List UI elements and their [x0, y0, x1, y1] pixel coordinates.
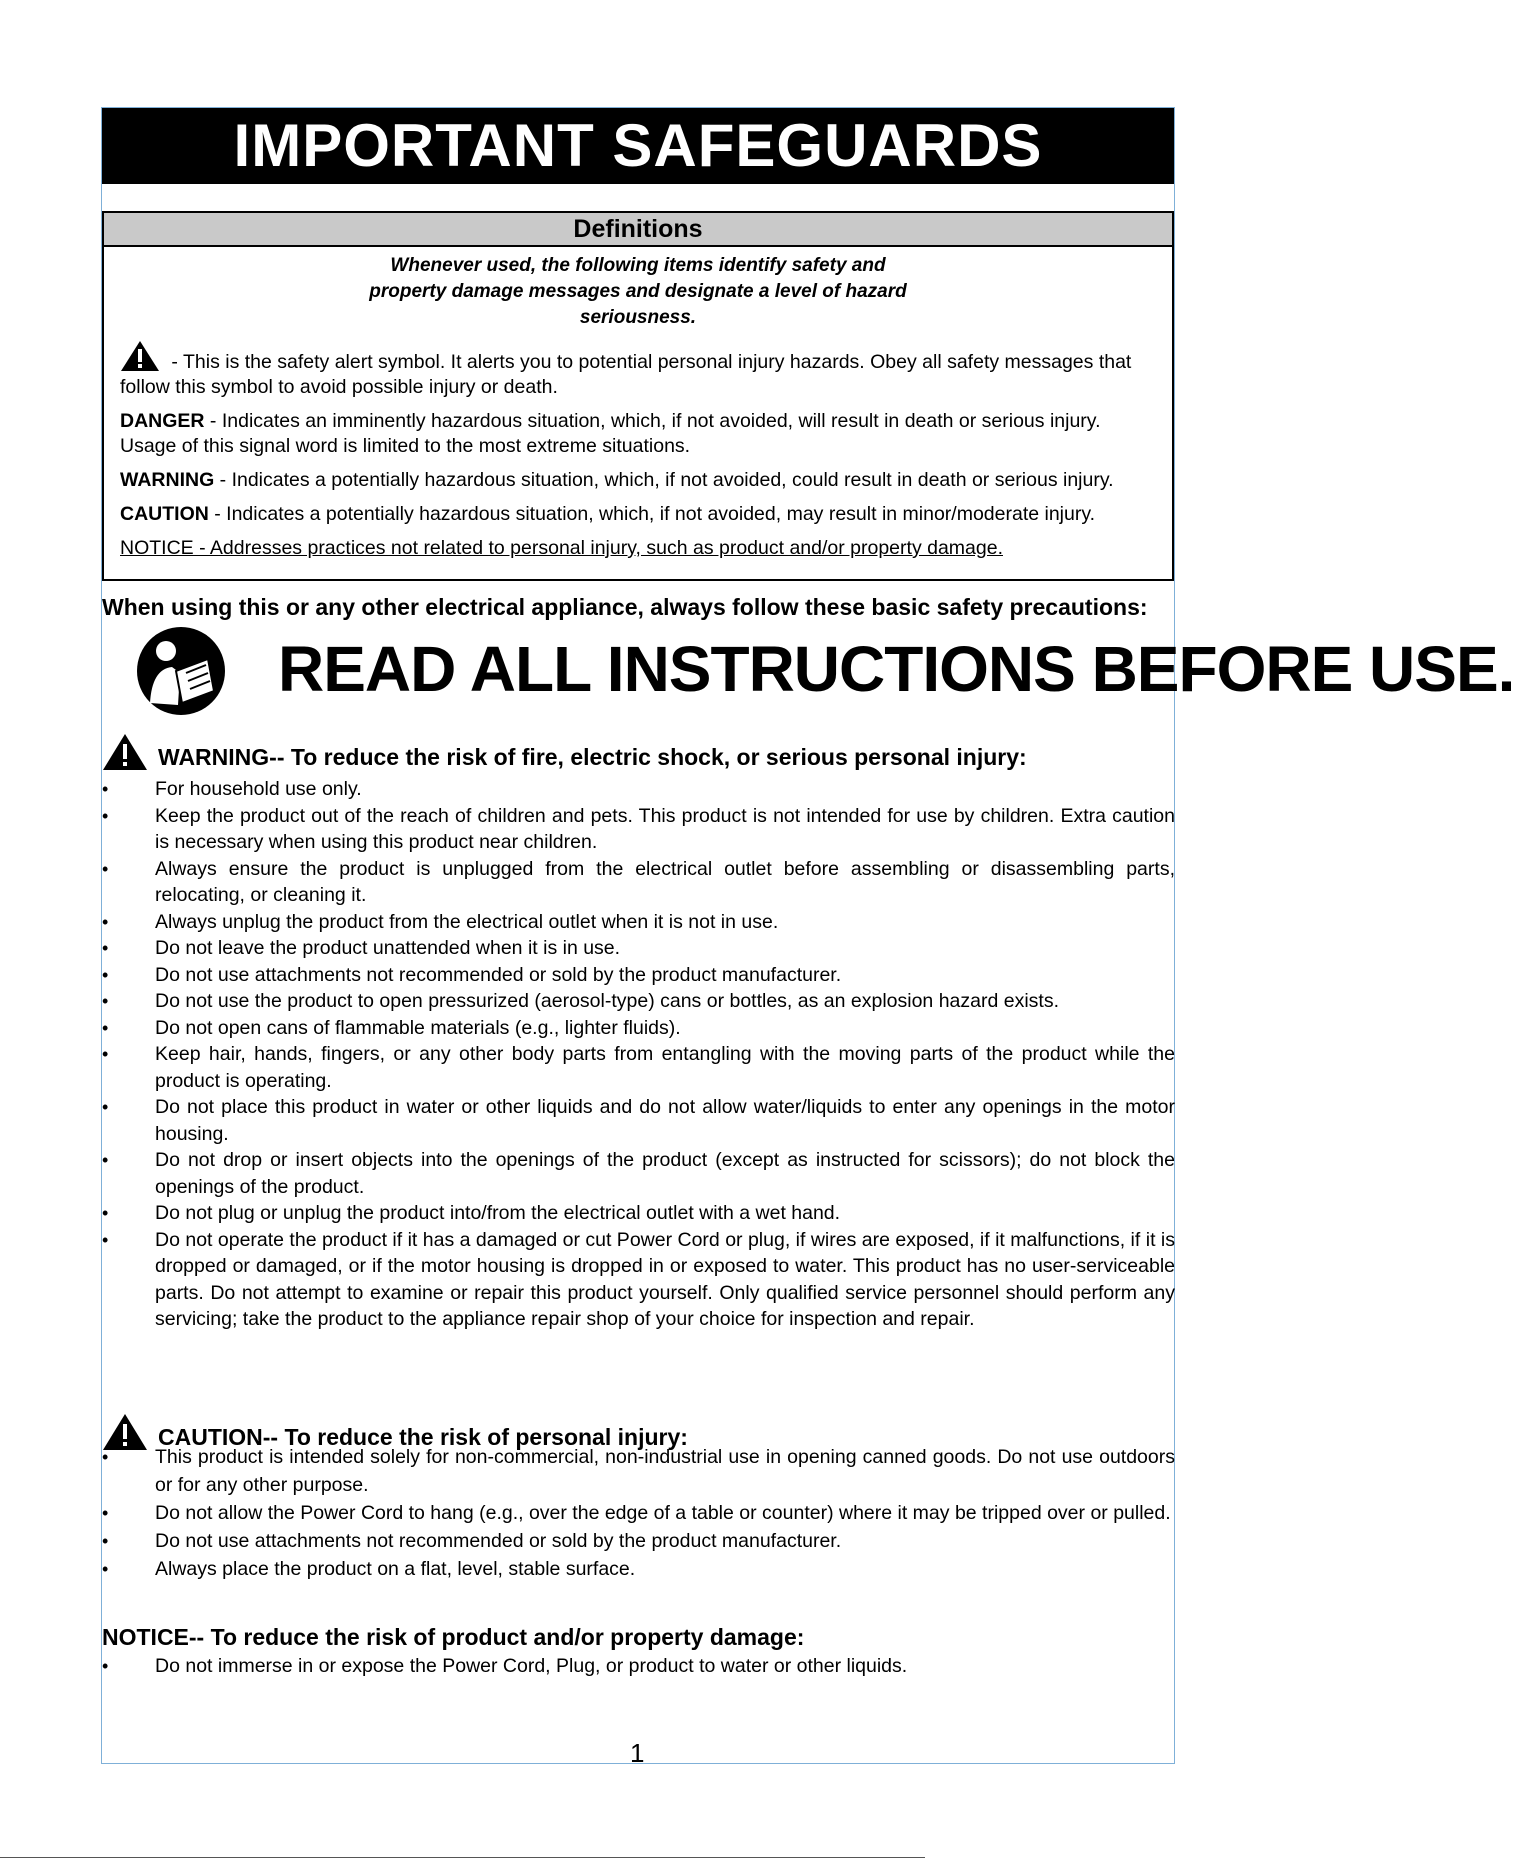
list-item: • Always ensure the product is unplugged from the electrical outlet before assembling or disassembling parts, relocating, or cleaning it.	[102, 856, 1175, 909]
caution-list	[102, 1443, 1175, 1583]
caution-heading-text: CAUTION-- To reduce the risk of personal injury:	[158, 1424, 688, 1450]
warning-term: WARNING	[120, 469, 215, 491]
list-item: • Do not use attachments not recommended or sold by the product manufacturer.	[102, 1527, 1175, 1555]
list-item: • Do not immerse in or expose the Power Cord, Plug, or product to water or other liquids.	[102, 1653, 1175, 1680]
list-item: • This product is intended solely for non-commercial, non-industrial use in opening canned goods. Do not use outdoors or for any other purpose.	[102, 1443, 1175, 1499]
notice-list	[102, 1653, 1175, 1680]
warning-text: - Indicates a potentially hazardous situation, which, if not avoided, could result in death or serious injury.	[214, 469, 1114, 491]
read-all-instructions: READ ALL INSTRUCTIONS BEFORE USE.	[278, 633, 1514, 705]
list-item: • Keep the product out of the reach of children and pets. This product is not intended for use by children. Extra caution is necessary when using this product near children.	[102, 803, 1175, 856]
page-title: IMPORTANT SAFEGUARDS	[102, 108, 1174, 184]
danger-term: DANGER	[120, 410, 205, 432]
definitions-body	[104, 340, 1172, 561]
list-item: • Do not allow the Power Cord to hang (e.g., over the edge of a table or counter) where it may be tripped over or pulled.	[102, 1499, 1175, 1527]
read-instructions-row	[130, 622, 1514, 717]
warning-heading-text: WARNING-- To reduce the risk of fire, electric shock, or serious personal injury:	[158, 744, 1027, 770]
alert-symbol-text: - This is the safety alert symbol. It alerts you to potential personal injury hazards. Obey all safety messages that follow this symbol to avoid possible injury or death.	[120, 351, 1132, 398]
list-item: • Do not drop or insert objects into the openings of the product (except as instructed for scissors); do not block the openings of the product.	[102, 1147, 1175, 1200]
list-item: • Do not use attachments not recommended or sold by the product manufacturer.	[102, 962, 1175, 989]
warning-definition	[120, 468, 1158, 493]
alert-symbol-definition	[120, 340, 1158, 400]
danger-definition	[120, 409, 1158, 459]
notice-definition: NOTICE - Addresses practices not related to personal injury, such as product and/or property damage.	[120, 537, 1003, 559]
warning-list	[102, 776, 1175, 1333]
definitions-heading: Definitions	[104, 213, 1172, 247]
list-item: • Always place the product on a flat, level, stable surface.	[102, 1555, 1175, 1583]
list-item: • Do not place this product in water or other liquids and do not allow water/liquids to enter any openings in the motor housing.	[102, 1094, 1175, 1147]
list-item: • Do not leave the product unattended when it is in use.	[102, 935, 1175, 962]
list-item: • Do not open cans of flammable materials (e.g., lighter fluids).	[102, 1015, 1175, 1042]
list-item: • Always unplug the product from the electrical outlet when it is not in use.	[102, 909, 1175, 936]
caution-term: CAUTION	[120, 503, 209, 525]
list-item: • Do not operate the product if it has a damaged or cut Power Cord or plug, if wires are exposed, if it malfunctions, if it is dropped or damaged, or if the motor housing is dropped in or exposed to water. This product has no user-serviceable parts. Do not attempt to examine or repair this product yourself. Only qualified service personnel should perform any servicing; take the product to the appliance repair shop of your choice for inspection and repair.	[102, 1227, 1175, 1333]
precautions-intro: When using this or any other electrical appliance, always follow these basic safety precautions:	[102, 594, 1148, 620]
list-item: • Do not use the product to open pressurized (aerosol-type) cans or bottles, as an explosion hazard exists.	[102, 988, 1175, 1015]
warning-section-heading	[102, 733, 1027, 772]
list-item: • For household use only.	[102, 776, 1175, 803]
list-item: • Do not plug or unplug the product into/from the electrical outlet with a wet hand.	[102, 1200, 1175, 1227]
safety-alert-icon	[120, 340, 160, 372]
caution-text: - Indicates a potentially hazardous situation, which, if not avoided, may result in minor/moderate injury.	[208, 503, 1096, 525]
danger-text: - Indicates an imminently hazardous situation, which, if not avoided, will result in death or serious injury. Usage of this signal word is limited to the most extreme situations.	[120, 410, 1101, 457]
caution-definition	[120, 502, 1158, 527]
page-number: 1	[630, 1738, 645, 1768]
read-manual-icon	[132, 625, 230, 717]
bottom-divider	[0, 1857, 925, 1858]
definitions-intro: Whenever used, the following items identify safety and property damage messages and designate a level of hazard seriousness.	[369, 255, 907, 328]
list-item: • Keep hair, hands, fingers, or any other body parts from entangling with the moving parts of the product while the product is operating.	[102, 1041, 1175, 1094]
definitions-box	[102, 211, 1174, 581]
notice-section-heading: NOTICE-- To reduce the risk of product and/or property damage:	[102, 1624, 805, 1650]
warning-alert-icon	[102, 733, 148, 771]
